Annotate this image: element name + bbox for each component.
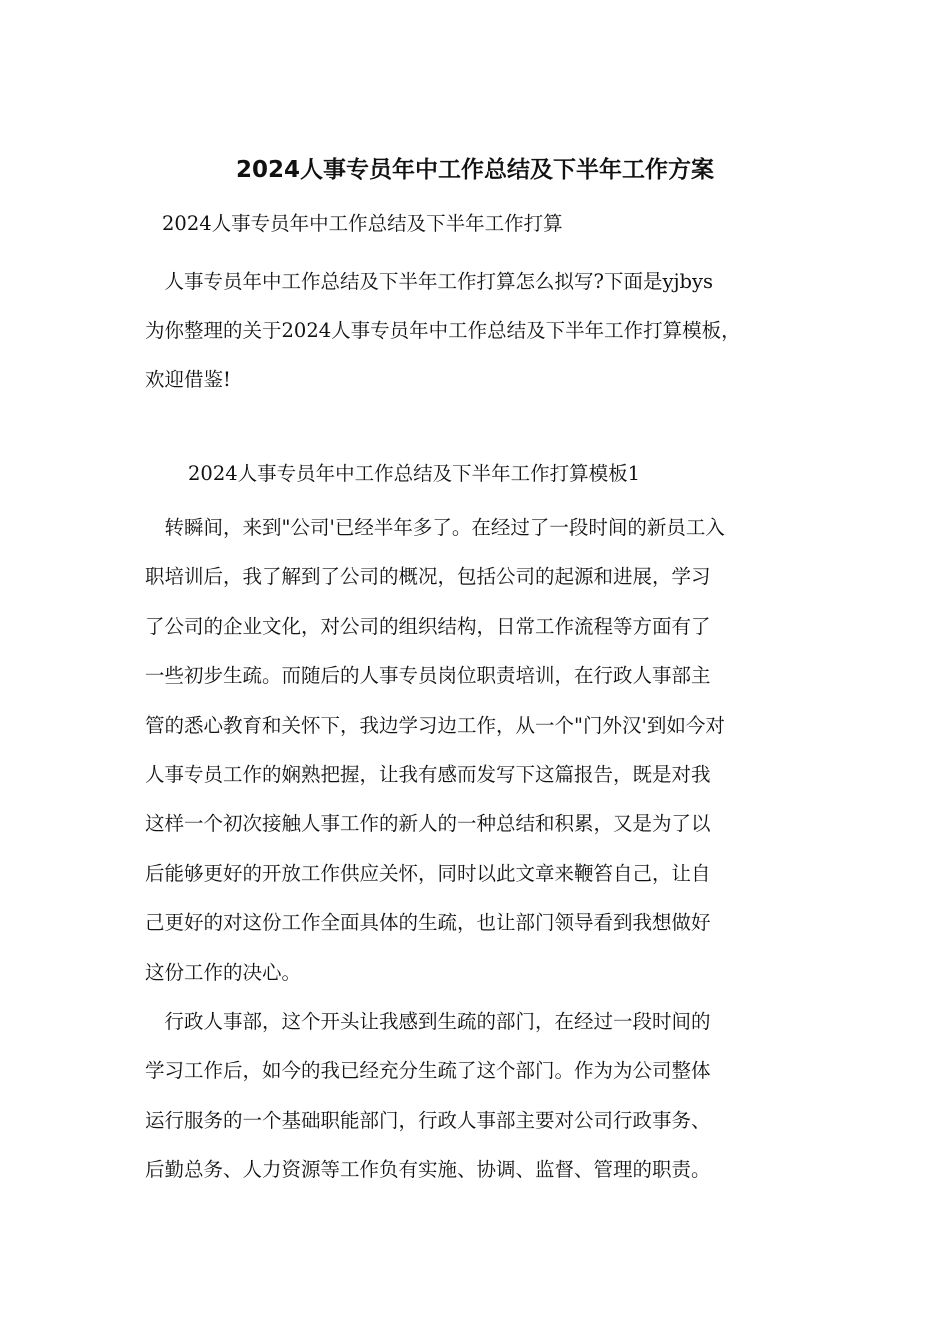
section-heading: 2024人事专员年中工作总结及下半年工作打算模板1 (188, 462, 641, 485)
paragraph-line: 这份工作的决心。 (145, 960, 302, 984)
intro-line: 欢迎借鉴! (145, 368, 231, 391)
paragraph-line: 一些初步生疏。而随后的人事专员岗位职责培训，在行政人事部主 (145, 664, 711, 688)
paragraph-line: 人事专员工作的娴熟把握，让我有感而发写下这篇报告，既是对我 (145, 763, 711, 787)
paragraph-line: 这样一个初次接触人事工作的新人的一种总结和积累，又是为了以 (145, 812, 711, 836)
paragraph-line: 行政人事部，这个开头让我感到生疏的部门，在经过一段时间的 (145, 1010, 711, 1033)
intro-line: 为你整理的关于2024人事专员年中工作总结及下半年工作打算模板， (145, 319, 741, 342)
body-paragraph-1 (145, 503, 817, 997)
intro-line: 人事专员年中工作总结及下半年工作打算怎么拟写?下面是yjbys (145, 270, 714, 293)
paragraph-line: 运行服务的一个基础职能部门，行政人事部主要对公司行政事务、 (145, 1108, 711, 1132)
intro-paragraph (145, 257, 820, 404)
paragraph-line: 学习工作后，如今的我已经充分生疏了这个部门。作为为公司整体 (145, 1059, 711, 1083)
paragraph-line: 了公司的企业文化，对公司的组织结构，日常工作流程等方面有了 (145, 614, 711, 638)
document-subtitle: 2024人事专员年中工作总结及下半年工作打算 (162, 212, 563, 235)
document-title: 2024人事专员年中工作总结及下半年工作方案 (235, 157, 714, 183)
paragraph-line: 转瞬间，来到"公司'已经半年多了。在经过了一段时间的新员工入 (145, 516, 725, 539)
paragraph-line: 管的悉心教育和关怀下，我边学习边工作，从一个"门外汉'到如今对 (145, 713, 725, 737)
paragraph-line: 后能够更好的开放工作供应关怀，同时以此文章来鞭笞自己，让自 (145, 861, 711, 885)
paragraph-line: 己更好的对这份工作全面具体的生疏，也让部门领导看到我想做好 (145, 911, 711, 935)
paragraph-line: 后勤总务、人力资源等工作负有实施、协调、监督、管理的职责。 (145, 1158, 711, 1182)
paragraph-line: 职培训后，我了解到了公司的概况，包括公司的起源和进展，学习 (145, 565, 711, 589)
body-paragraph-2 (145, 997, 817, 1195)
